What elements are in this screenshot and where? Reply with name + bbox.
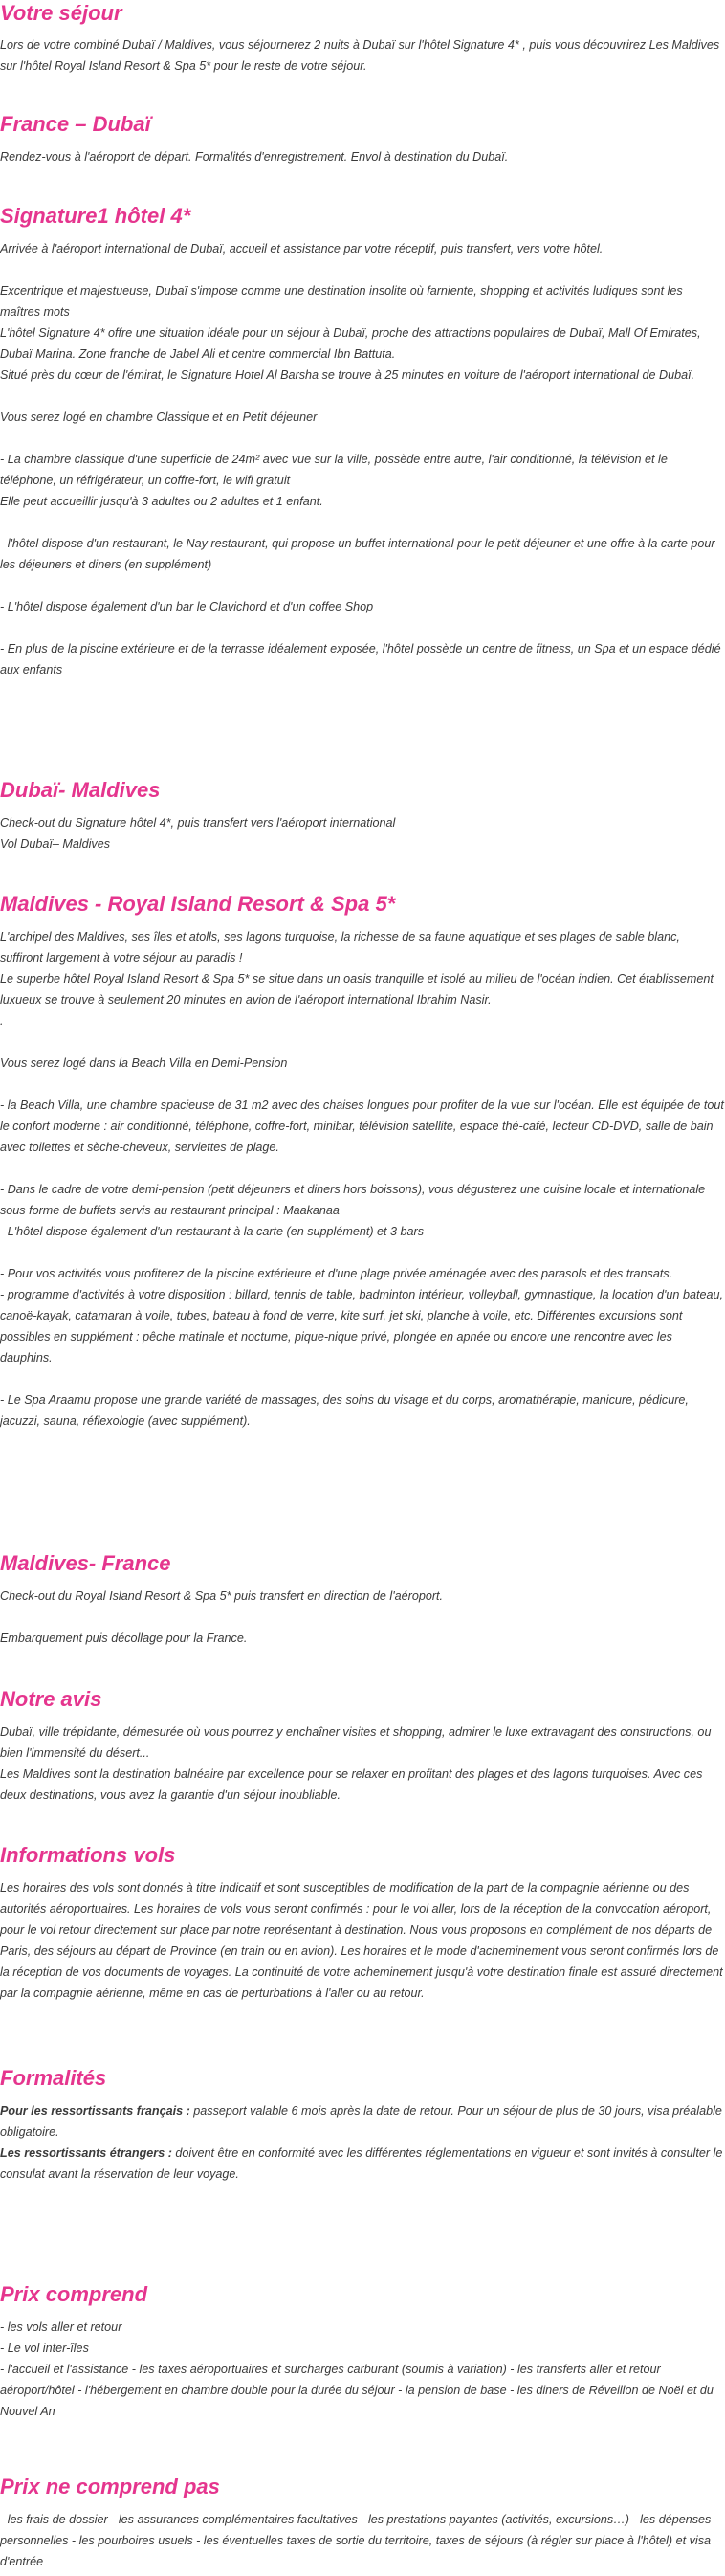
paragraph: - Pour vos activités vous profiterez de la piscine extérieure et d'une plage privée aménagée avec des parasols et des transats. bbox=[0, 1267, 673, 1280]
paragraph bbox=[0, 2100, 725, 2143]
section-prix-ne-comprend-pas bbox=[0, 2474, 725, 2572]
paragraph: - En plus de la piscine extérieure et de la terrasse idéalement exposée, l'hôtel possède un centre de fitness, un Spa et un espace dédié aux enfants bbox=[0, 642, 721, 677]
section-maldives-france bbox=[0, 1550, 725, 1649]
paragraph: Check-out du Royal Island Resort & Spa 5* puis transfert en direction de l'aéroport. bbox=[0, 1589, 444, 1603]
section-title: Dubaï- Maldives bbox=[0, 778, 161, 802]
section-informations-vols bbox=[0, 1842, 725, 2004]
text: doivent être en conformité avec les différentes réglementations en vigueur et sont invités à consulter le consulat avant la réservation de leur voyage. bbox=[0, 2146, 723, 2181]
paragraph: Les Maldives sont la destination balnéaire par excellence pour se relaxer en profitant des plages et des lagons turquoises. Avec ces deux destinations, vous avez la garantie d'un séjour inoubliable. bbox=[0, 1767, 703, 1802]
paragraph: Lors de votre combiné Dubaï / Maldives, vous séjournerez 2 nuits à Dubaï sur l'hôtel Signature 4* , puis vous découvrirez Les Maldives sur l'hôtel Royal Island Resort & Spa 5* pour le reste de votre séjour. bbox=[0, 38, 720, 73]
paragraph: . bbox=[0, 1014, 4, 1028]
paragraph: Vous serez logé en chambre Classique et en Petit déjeuner bbox=[0, 411, 318, 424]
paragraph: - La chambre classique d'une superficie de 24m² avec vue sur la ville, possède entre autre, l'air conditionné, la télévision et le téléphone, un réfrigérateur, un coffre-fort, le wifi gratuit bbox=[0, 453, 668, 487]
section-title: Prix comprend bbox=[0, 2282, 148, 2306]
list-item: - l'accueil et l'assistance - les taxes aéroportuaires et surcharges carburant (soumis à variation) - les transferts aller et retour aéroport/hôtel - l'hébergement en chambre double pour la durée du séjour - la pension de base - les diners de Réveillon de Noël et du Nouvel An bbox=[0, 2363, 714, 2418]
paragraph: Les horaires des vols sont donnés à titre indicatif et sont susceptibles de modification de la part de la compagnie aérienne ou des autorités aéroportuaires. Les horaires de vols vous seront confirmés : pour le vol aller, lors de la réception de la convocation aéroport, pour le vol retour directement sur place par notre représentant à destination. Nous vous proposons en complément de nos départs de Paris, des séjours au départ de Province (en train ou en avion). Les horaires et le mode d'acheminement vous seront confirmés lors de la réception de vos documents de voyages. La continuité de votre acheminement jusqu'à votre destination finale est assuré directement par la compagnie aérienne, même en cas de perturbations à l'aller ou au retour. bbox=[0, 1881, 723, 2000]
section-title: Votre séjour bbox=[0, 1, 122, 25]
section-signature-hotel bbox=[0, 203, 725, 680]
paragraph: L'hôtel Signature 4* offre une situation idéale pour un séjour à Dubaï, proche des attractions populaires de Dubaï, Mall Of Emirates, Dubaï Marina. Zone franche de Jabel Ali et centre commercial Ibn Battuta. bbox=[0, 326, 701, 361]
paragraph: Vous serez logé dans la Beach Villa en Demi-Pension bbox=[0, 1056, 288, 1070]
section-title: Prix ne comprend pas bbox=[0, 2475, 220, 2498]
section-title: Formalités bbox=[0, 2066, 107, 2090]
paragraph: Arrivée à l'aéroport international de Dubaï, accueil et assistance par votre réceptif, puis transfert, vers votre hôtel. bbox=[0, 242, 604, 255]
paragraph: Elle peut accueillir jusqu'à 3 adultes ou 2 adultes et 1 enfant. bbox=[0, 495, 323, 508]
paragraph: Rendez-vous à l'aéroport de départ. Formalités d'enregistrement. Envol à destination du Dubaï. bbox=[0, 150, 509, 164]
list-item: - les vols aller et retour bbox=[0, 2321, 122, 2334]
paragraph: - Le Spa Araamu propose une grande variété de massages, des soins du visage et du corps, aromathérapie, manicure, pédicure, jacuzzi, sauna, réflexologie (avec supplément). bbox=[0, 1393, 689, 1428]
text: passeport valable 6 mois après la date de retour. Pour un séjour de plus de 30 jours, visa préalable obligatoire. bbox=[0, 2104, 722, 2139]
paragraph: Check-out du Signature hôtel 4*, puis transfert vers l'aéroport international bbox=[0, 816, 396, 830]
section-title: Maldives- France bbox=[0, 1551, 171, 1575]
bold-label: Les ressortissants étrangers : bbox=[0, 2146, 172, 2160]
paragraph: - les frais de dossier - les assurances complémentaires facultatives - les prestations payantes (activités, excursions…) - les dépenses personnelles - les pourboires usuels - les éventuelles taxes de sortie du territoire, taxes de séjours (à régler sur place à l'hôtel) et visa d'entrée bbox=[0, 2513, 712, 2568]
bold-label: Pour les ressortissants français : bbox=[0, 2104, 190, 2118]
section-sejour bbox=[0, 0, 725, 77]
section-title: Informations vols bbox=[0, 1843, 176, 1867]
paragraph: Situé près du cœur de l'émirat, le Signature Hotel Al Barsha se trouve à 25 minutes en voiture de l'aéroport international de Dubaï. bbox=[0, 368, 695, 382]
paragraph: - L'hôtel dispose également d'un bar le Clavichord et d'un coffee Shop bbox=[0, 600, 374, 613]
section-notre-avis bbox=[0, 1686, 725, 1806]
paragraph: - programme d'activités à votre disposition : billard, tennis de table, badminton intérieur, volleyball, gymnastique, la location d'un bateau, canoë-kayak, catamaran à voile, tubes, bateau à fond de verre, kite surf, jet ski, planche à voile, etc. Différentes excursions sont possibles en supplément : pêche matinale et nocturne, pique-nique privé, plongée en apnée ou encore une rencontre avec les dauphins. bbox=[0, 1288, 723, 1365]
section-title: Notre avis bbox=[0, 1687, 102, 1711]
paragraph: Embarquement puis décollage pour la France. bbox=[0, 1632, 248, 1645]
section-dubai-maldives bbox=[0, 777, 725, 855]
section-france-dubai bbox=[0, 111, 725, 167]
section-formalites bbox=[0, 2065, 725, 2185]
section-title: France – Dubaï bbox=[0, 112, 151, 136]
paragraph: - L'hôtel dispose également d'un restaurant à la carte (en supplément) et 3 bars bbox=[0, 1225, 425, 1238]
section-title: Maldives - Royal Island Resort & Spa 5* bbox=[0, 892, 396, 916]
section-royal-island bbox=[0, 891, 725, 1432]
list-item: - Le vol inter-îles bbox=[0, 2342, 89, 2355]
paragraph: Le superbe hôtel Royal Island Resort & Spa 5* se situe dans un oasis tranquille et isolé au milieu de l'océan indien. Cet établissement luxueux se trouve à seulement 20 minutes en avion de l'aéroport international Ibrahim Nasir. bbox=[0, 972, 714, 1007]
paragraph: - Dans le cadre de votre demi-pension (petit déjeuners et diners hors boissons), vous dégusterez une cuisine locale et internationale sous forme de buffets servis au restaurant principal : Maakanaa bbox=[0, 1183, 706, 1217]
section-title: Signature1 hôtel 4* bbox=[0, 204, 191, 228]
paragraph: Dubaï, ville trépidante, démesurée où vous pourrez y enchaîner visites et shopping, admirer le luxe extravagant des constructions, ou bien l'immensité du désert... bbox=[0, 1725, 712, 1760]
paragraph: - la Beach Villa, une chambre spacieuse de 31 m2 avec des chaises longues pour profiter de la vue sur l'océan. Elle est équipée de tout le confort moderne : air conditionné, téléphone, coffre-fort, minibar, télévision satellite, espace thé-café, lecteur CD-DVD, salle de bain avec toilettes et sèche-cheveux, serviettes de plage. bbox=[0, 1099, 724, 1154]
paragraph bbox=[0, 2143, 725, 2185]
section-prix-comprend bbox=[0, 2281, 725, 2422]
paragraph: Vol Dubaï– Maldives bbox=[0, 837, 111, 851]
paragraph: Excentrique et majestueuse, Dubaï s'impose comme une destination insolite où farniente, shopping et activités ludiques sont les maîtres mots bbox=[0, 284, 683, 319]
paragraph: - l'hôtel dispose d'un restaurant, le Nay restaurant, qui propose un buffet international pour le petit déjeuner et une offre à la carte pour les déjeuners et diners (en supplément) bbox=[0, 537, 715, 571]
paragraph: L'archipel des Maldives, ses îles et atolls, ses lagons turquoise, la richesse de sa faune aquatique et ses plages de sable blanc, suffiront largement à votre séjour au paradis ! bbox=[0, 930, 680, 965]
